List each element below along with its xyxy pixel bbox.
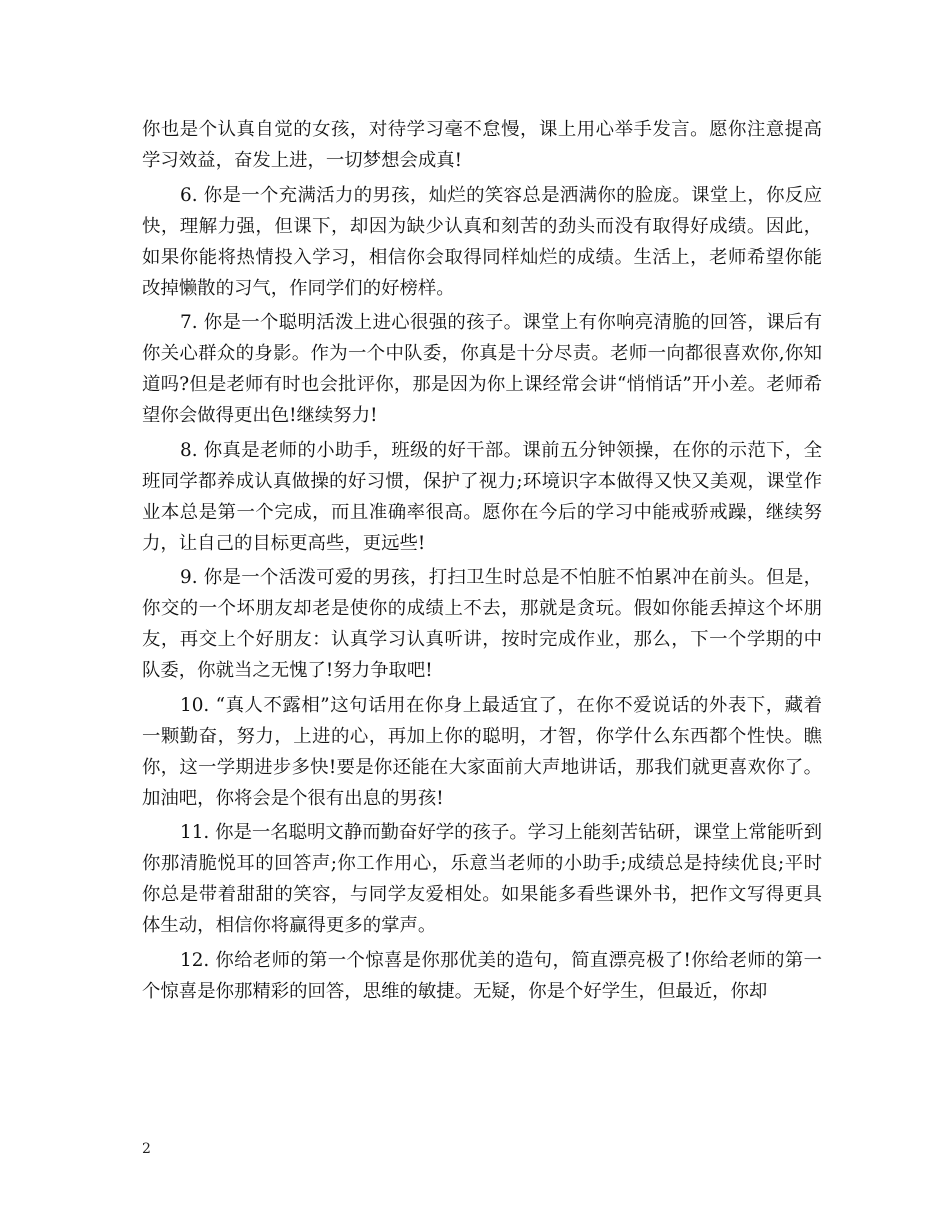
paragraph-item-12: 12. 你给老师的第一个惊喜是你那优美的造句，简直漂亮极了!你给老师的第一个惊喜是你那精彩的回答，思维的敏捷。无疑，你是个好学生，但最近，你却 xyxy=(142,949,822,1002)
paragraph: 你也是个认真自觉的女孩，对待学习毫不怠慢，课上用心举手发言。愿你注意提高学习效益，奋发上进，一切梦想会成真! xyxy=(142,119,822,171)
document-body xyxy=(142,114,822,1007)
paragraph-item-6: 6. 你是一个充满活力的男孩，灿烂的笑容总是洒满你的脸庞。课堂上，你反应快，理解力强，但课下，却因为缺少认真和刻苦的劲头而没有取得好成绩。因此，如果你能将热情投入学习，相信你会取得同样灿烂的成绩。生活上，老师希望你能改掉懒散的习气，作同学们的好榜样。 xyxy=(142,184,822,299)
paragraph-item-8: 8. 你真是老师的小助手，班级的好干部。课前五分钟领操，在你的示范下，全班同学都养成认真做操的好习惯，保护了视力;环境识字本做得又快又美观，课堂作业本总是第一个完成，而且准确率很高。愿你在今后的学习中能戒骄戒躁，继续努力，让自己的目标更高些，更远些! xyxy=(142,439,822,554)
paragraph-item-7: 7. 你是一个聪明活泼上进心很强的孩子。课堂上有你响亮清脆的回答，课后有你关心群众的身影。作为一个中队委，你真是十分尽责。老师一向都很喜欢你,你知道吗?但是老师有时也会批评你，那是因为你上课经常会讲“悄悄话”开小差。老师希望你会做得更出色!继续努力! xyxy=(142,312,822,426)
paragraph-item-11: 11. 你是一名聪明文静而勤奋好学的孩子。学习上能刻苦钻研，课堂上常能听到你那清脆悦耳的回答声;你工作用心，乐意当老师的小助手;成绩总是持续优良;平时你总是带着甜甜的笑容，与同学友爱相处。如果能多看些课外书，把作文写得更具体生动，相信你将赢得更多的掌声。 xyxy=(142,822,822,936)
paragraph-item-10: 10. “真人不露相”这句话用在你身上最适宜了，在你不爱说话的外表下，藏着一颗勤奋，努力，上进的心，再加上你的聪明，才智，你学什么东西都个性快。瞧你，这一学期进步多快!要是你还能在大家面前大声地讲话，那我们就更喜欢你了。加油吧，你将会是个很有出息的男孩! xyxy=(142,694,822,809)
page-number: 2 xyxy=(142,1141,151,1157)
paragraph-item-9: 9. 你是一个活泼可爱的男孩，打扫卫生时总是不怕脏不怕累冲在前头。但是，你交的一个坏朋友却老是使你的成绩上不去，那就是贪玩。假如你能丢掉这个坏朋友，再交上个好朋友：认真学习认真听讲，按时完成作业，那么，下一个学期的中队委，你就当之无愧了!努力争取吧! xyxy=(142,567,822,681)
